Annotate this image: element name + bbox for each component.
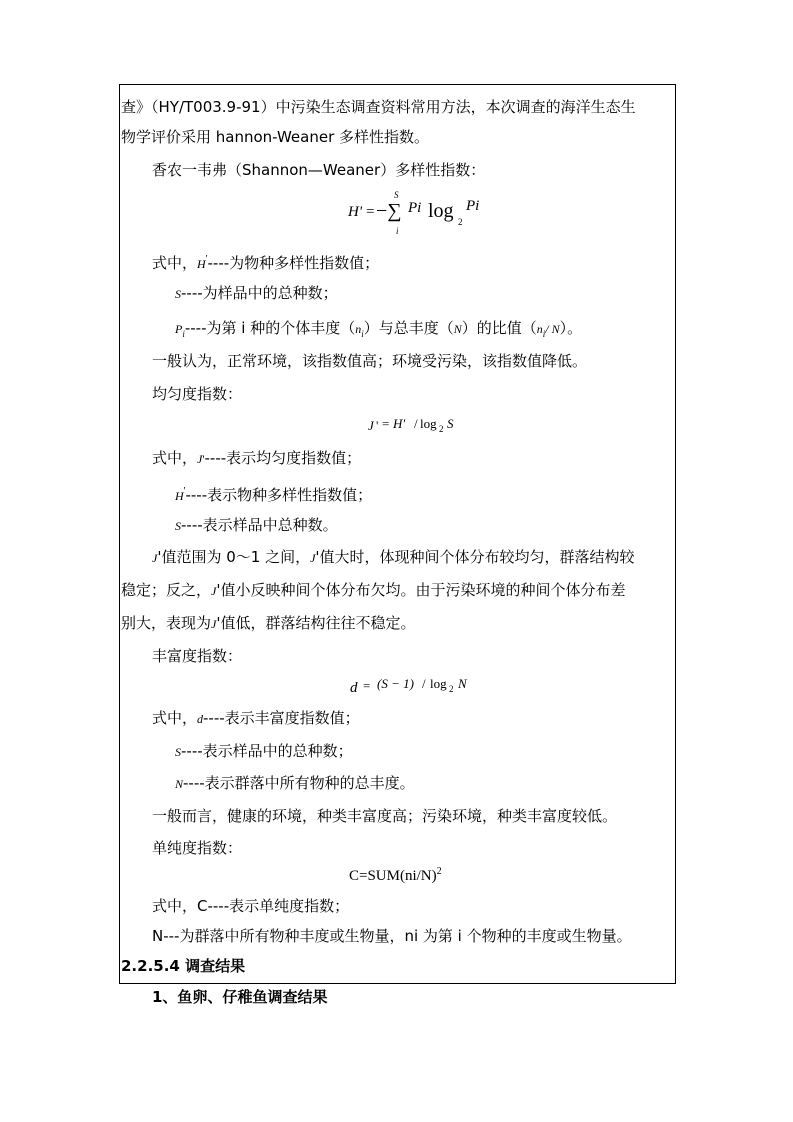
j-paragraph-line-2 <box>121 580 625 601</box>
formula-h-sum-bottom: i <box>396 226 399 236</box>
pi-def-ni-sub: i <box>361 329 364 339</box>
paragraph-line: 查》（HY/T003.9-91）中污染生态调查资料常用方法，本次调查的海洋生态生 <box>121 98 636 116</box>
formula-d-n: N <box>458 676 467 691</box>
d-def-text: ----表示丰富度指数值； <box>203 709 360 727</box>
s2-def-text: ----表示样品中总种数。 <box>181 516 338 534</box>
formula-d-slash: / <box>422 676 426 691</box>
j-paragraph-line-3 <box>121 613 415 634</box>
pi-def-symbol: P <box>175 322 183 336</box>
pi-def-ratio-tail: / N <box>545 322 560 336</box>
d-definition <box>152 708 360 729</box>
formula-d-eq: = <box>363 678 371 693</box>
formula-h-pi1: Pi <box>408 200 422 216</box>
formula-h-sum-top: S <box>394 190 399 200</box>
evenness-title: 均匀度指数： <box>152 385 243 403</box>
formula-j-h: H' <box>393 416 406 431</box>
j-para-text: '值大时，体现种间个体分布较均匀，群落结构较 <box>315 548 635 566</box>
h2-definition <box>175 482 372 506</box>
s-definition <box>175 283 338 304</box>
formula-h-eq: = <box>366 204 375 220</box>
n-def-text: ----表示群落中所有物种的总丰度。 <box>183 774 415 792</box>
shannon-intro: 香农一韦弗（Shannon—Weaner）多样性指数： <box>152 161 486 179</box>
h-def-symbol: H <box>197 257 206 271</box>
d-def-symbol: d <box>197 712 204 726</box>
c-definition: 式中，C----表示单纯度指数； <box>152 897 350 915</box>
h2-def-text: ----表示物种多样性指数值； <box>185 486 373 504</box>
j-def-prefix: 式中， <box>152 449 198 467</box>
d-def-prefix: 式中， <box>152 709 198 727</box>
j-para-text: '值小反映种间个体分布欠均。由于污染环境的种间个体分布差 <box>216 581 626 599</box>
formula-h-sigma: −∑ <box>376 200 402 222</box>
formula-j-log: log <box>420 416 437 431</box>
formula-j-log-sub: 2 <box>439 424 444 434</box>
j-para-text: 稳定；反之， <box>121 581 212 599</box>
pi-def-end: ）。 <box>559 319 583 337</box>
simplicity-title: 单纯度指数： <box>152 839 243 857</box>
pi-def-text: ----为第 i 种的个体丰度（ <box>184 319 356 337</box>
formula-j-prime: ' <box>376 418 379 433</box>
pi-definition <box>175 318 582 344</box>
pi-def-mid2: ）的比值（ <box>461 319 537 337</box>
general-statement-2: 一般而言，健康的环境，种类丰富度高；污染环境，种类丰富度较低。 <box>152 807 618 825</box>
h-def-prefix: 式中， <box>152 254 198 272</box>
j-para-symbol: J <box>211 584 217 598</box>
s3-def-text: ----表示样品中的总种数； <box>181 742 353 760</box>
pi-def-n: N <box>453 322 462 336</box>
s2-def-symbol: S <box>175 519 181 533</box>
formula-d-log-sub: 2 <box>449 684 454 694</box>
formula-simplicity <box>349 862 442 886</box>
formula-h-lhs: H' <box>348 204 363 220</box>
j-definition <box>152 448 361 469</box>
formula-h-log-sub: 2 <box>458 217 463 227</box>
j-def-text: ----表示均匀度指数值； <box>204 449 362 467</box>
h-def-prime: ' <box>205 254 208 265</box>
n-definition <box>175 773 415 794</box>
formula-j-slash: / <box>414 416 418 431</box>
n-def-symbol: N <box>175 777 184 791</box>
s3-definition <box>175 741 353 762</box>
formula-d-paren: (S − 1) <box>377 676 414 691</box>
formula-j-lhs: J <box>368 418 374 433</box>
j-para-symbol: J <box>152 551 158 565</box>
formula-j-eq: = <box>382 416 390 431</box>
formula-c-text: C=SUM(ni/N) <box>349 868 437 884</box>
formula-c-sup: 2 <box>436 866 442 877</box>
pi-def-sub: i <box>182 329 185 339</box>
j-para-symbol: J <box>310 551 316 565</box>
s3-def-symbol: S <box>175 745 181 759</box>
n-paragraph: N---为群落中所有物种丰度或生物量，ni 为第 i 个物种的丰度或生物量。 <box>152 927 632 945</box>
j-paragraph-line-1 <box>152 547 635 568</box>
formula-d-lhs: d <box>350 680 358 696</box>
s-def-text: ----为样品中的总种数； <box>181 284 338 302</box>
formula-shannon <box>348 190 498 235</box>
j-para-text: '值范围为 0～1 之间， <box>157 548 311 566</box>
j-def-prime: ' <box>202 452 205 466</box>
general-statement-1: 一般认为，正常环境，该指数值高；环境受污染，该指数值降低。 <box>152 352 588 370</box>
formula-j-s: S <box>447 416 454 431</box>
s-def-symbol: S <box>175 287 181 301</box>
s2-definition <box>175 515 338 536</box>
h-def-text: ----为物种多样性指数值； <box>207 254 380 272</box>
formula-d-log: log <box>430 676 447 691</box>
j-para-text: 别大，表现为 <box>121 614 212 632</box>
paragraph-line: 物学评价采用 hannon-Weaner 多样性指数。 <box>121 128 430 146</box>
h2-def-symbol: H <box>175 489 184 503</box>
pi-def-ratio: n <box>536 322 543 336</box>
pi-def-mid: ）与总丰度（ <box>363 319 454 337</box>
j-para-symbol: J <box>211 617 217 631</box>
formula-h-pi2: Pi <box>466 198 480 214</box>
formula-richness <box>350 676 490 698</box>
sub-heading: 1、鱼卵、仔稚鱼调查结果 <box>152 988 328 1006</box>
formula-h-log: log <box>428 200 454 222</box>
formula-evenness <box>368 414 488 436</box>
j-para-text: '值低，群落结构往往不稳定。 <box>216 614 416 632</box>
h2-def-prime: ' <box>183 486 186 497</box>
h-definition <box>152 250 379 274</box>
pi-def-ratio-sub: i <box>542 329 546 339</box>
richness-title: 丰富度指数： <box>152 647 243 665</box>
pi-def-ni: n <box>355 322 362 336</box>
section-heading: 2.2.5.4 调查结果 <box>121 957 246 975</box>
j-def-symbol: J <box>197 452 203 466</box>
